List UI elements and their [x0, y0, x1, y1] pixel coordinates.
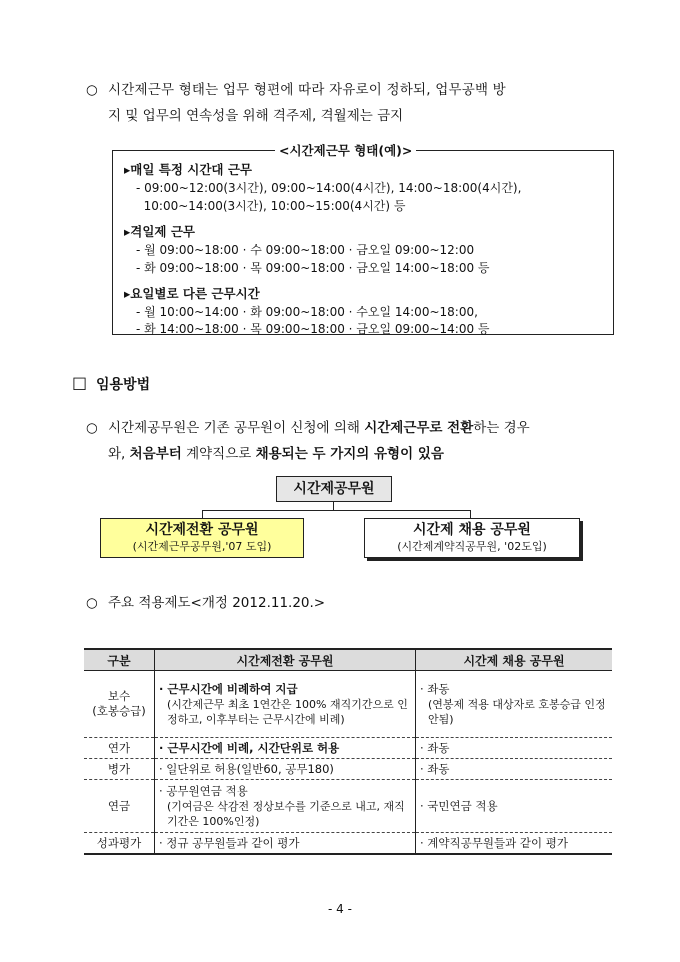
- example-group-2-line-2: - 화 09:00~18:00 · 목 09:00~18:00 · 금오일 14:00~18:00 등: [136, 261, 490, 275]
- section-checkbox-icon: □: [72, 373, 88, 392]
- pension-conversion-note: (기여금은 삭감전 정상보수를 기준으로 내고, 재직기간은 100%인정): [167, 799, 405, 828]
- table-cell-hired: [416, 671, 613, 738]
- evaluation-conversion: · 정규 공무원들과 같이 평가: [155, 833, 416, 855]
- pay-conversion-main: · 근무시간에 비례하여 지급: [159, 681, 298, 696]
- table-cell-label: [84, 671, 155, 738]
- table-row: [84, 780, 612, 833]
- org-connector-right: [470, 510, 471, 518]
- appoint-bullet: ○: [86, 420, 98, 436]
- table-cell-conversion: [155, 780, 416, 833]
- appoint-line-1-c: 하는 경우: [473, 420, 530, 436]
- pay-hired-main: · 좌동: [420, 681, 450, 696]
- org-left-title: 시간제전환 공무원: [145, 522, 259, 538]
- table-cell-conversion: [155, 671, 416, 738]
- table-row: [84, 738, 612, 759]
- leave-conversion: · 근무시간에 비례, 시간단위로 허용: [155, 738, 416, 759]
- row-label-pension: 연금: [84, 780, 155, 833]
- comparison-table: [84, 648, 612, 855]
- evaluation-hired: · 계약직공무원들과 같이 평가: [416, 833, 613, 855]
- intro-bullet: ○: [86, 82, 98, 98]
- appoint-line-2-c: 계약직으로: [181, 446, 256, 462]
- row-label-pay-sub: (호봉승급): [92, 704, 146, 718]
- example-group-3-head: ▸요일별로 다른 근무시간: [124, 286, 260, 301]
- appoint-line-2: [108, 441, 444, 467]
- row-label-pay: 보수: [107, 689, 131, 703]
- intro-line-1: 시간제근무 형태는 업무 형편에 따라 자유로이 정하되, 업무공백 방: [108, 82, 506, 98]
- leave-hired: · 좌동: [416, 738, 613, 759]
- table-header-conversion: 시간제전환 공무원: [155, 649, 416, 671]
- appoint-line-2-a: 와,: [108, 446, 130, 462]
- org-right-title: 시간제 채용 공무원: [413, 522, 531, 538]
- sick-hired: · 좌동: [416, 759, 613, 780]
- rules-text: 주요 적용제도<개정 2012.11.20.>: [108, 595, 326, 611]
- org-right-subtitle: (시간제계약직공무원, '02도입): [397, 540, 547, 553]
- page-number: - 4 -: [328, 902, 352, 916]
- table-row: [84, 833, 612, 855]
- org-connector-vertical: [333, 502, 334, 510]
- example-group-2-line-1: - 월 09:00~18:00 · 수 09:00~18:00 · 금오일 09:00~12:00: [136, 243, 475, 257]
- example-group-1-head: ▸매일 특정 시간대 근무: [124, 162, 253, 177]
- pay-hired-note: (연봉제 적용 대상자로 호봉승급 인정 안됨): [428, 697, 606, 726]
- table-header-category: 구분: [84, 649, 155, 671]
- rules-bullet: ○: [86, 595, 98, 611]
- example-group-2-head: ▸격일제 근무: [124, 224, 196, 239]
- appoint-line-1-b: 시간제근무로 전환: [364, 420, 474, 436]
- example-group-1-line-2: 10:00~14:00(3시간), 10:00~15:00(4시간) 등: [136, 199, 406, 213]
- table-header-hired: 시간제 채용 공무원: [416, 649, 613, 671]
- table-header-row: [84, 649, 612, 671]
- sick-conversion: · 일단위로 허용(일반60, 공무180): [155, 759, 416, 780]
- org-connector-horizontal: [202, 510, 470, 511]
- row-label-sick: 병가: [84, 759, 155, 780]
- appoint-line-2-d: 채용되는 두 가지의 유형이 있음: [255, 446, 444, 462]
- example-group-3-line-2: - 화 14:00~18:00 · 목 09:00~18:00 · 금오일 09:00~14:00 등: [136, 322, 490, 336]
- org-left-box: [100, 518, 304, 558]
- pension-hired: · 국민연금 적용: [416, 780, 613, 833]
- pay-conversion-note: (시간제근무 최초 1연간은 100% 재직기간으로 인정하고, 이후부터는 근무시간에 비례): [167, 697, 408, 726]
- org-left-subtitle: (시간제근무공무원,'07 도입): [132, 540, 272, 553]
- org-connector-left: [202, 510, 203, 518]
- section-title: 임용방법: [96, 377, 151, 393]
- org-top-box: 시간제공무원: [276, 476, 392, 502]
- appoint-line-2-b: 처음부터: [129, 446, 182, 462]
- table-row: [84, 671, 612, 738]
- row-label-evaluation: 성과평가: [84, 833, 155, 855]
- example-title: <시간제근무 형태(예)>: [275, 141, 416, 159]
- pension-conversion-main: · 공무원연금 적용: [159, 783, 248, 798]
- row-label-leave: 연가: [84, 738, 155, 759]
- appoint-line-1: [108, 415, 530, 441]
- example-group-1-line-1: - 09:00~12:00(3시간), 09:00~14:00(4시간), 14:00~18:00(4시간),: [136, 181, 522, 195]
- intro-line-2: 지 및 업무의 연속성을 위해 격주제, 격월제는 금지: [108, 108, 404, 124]
- org-right-box: [364, 518, 580, 558]
- example-group-3-line-1: - 월 10:00~14:00 · 화 09:00~18:00 · 수오일 14:00~18:00,: [136, 305, 478, 319]
- table-row: [84, 759, 612, 780]
- appoint-line-1-a: 시간제공무원은 기존 공무원이 신청에 의해: [108, 420, 365, 436]
